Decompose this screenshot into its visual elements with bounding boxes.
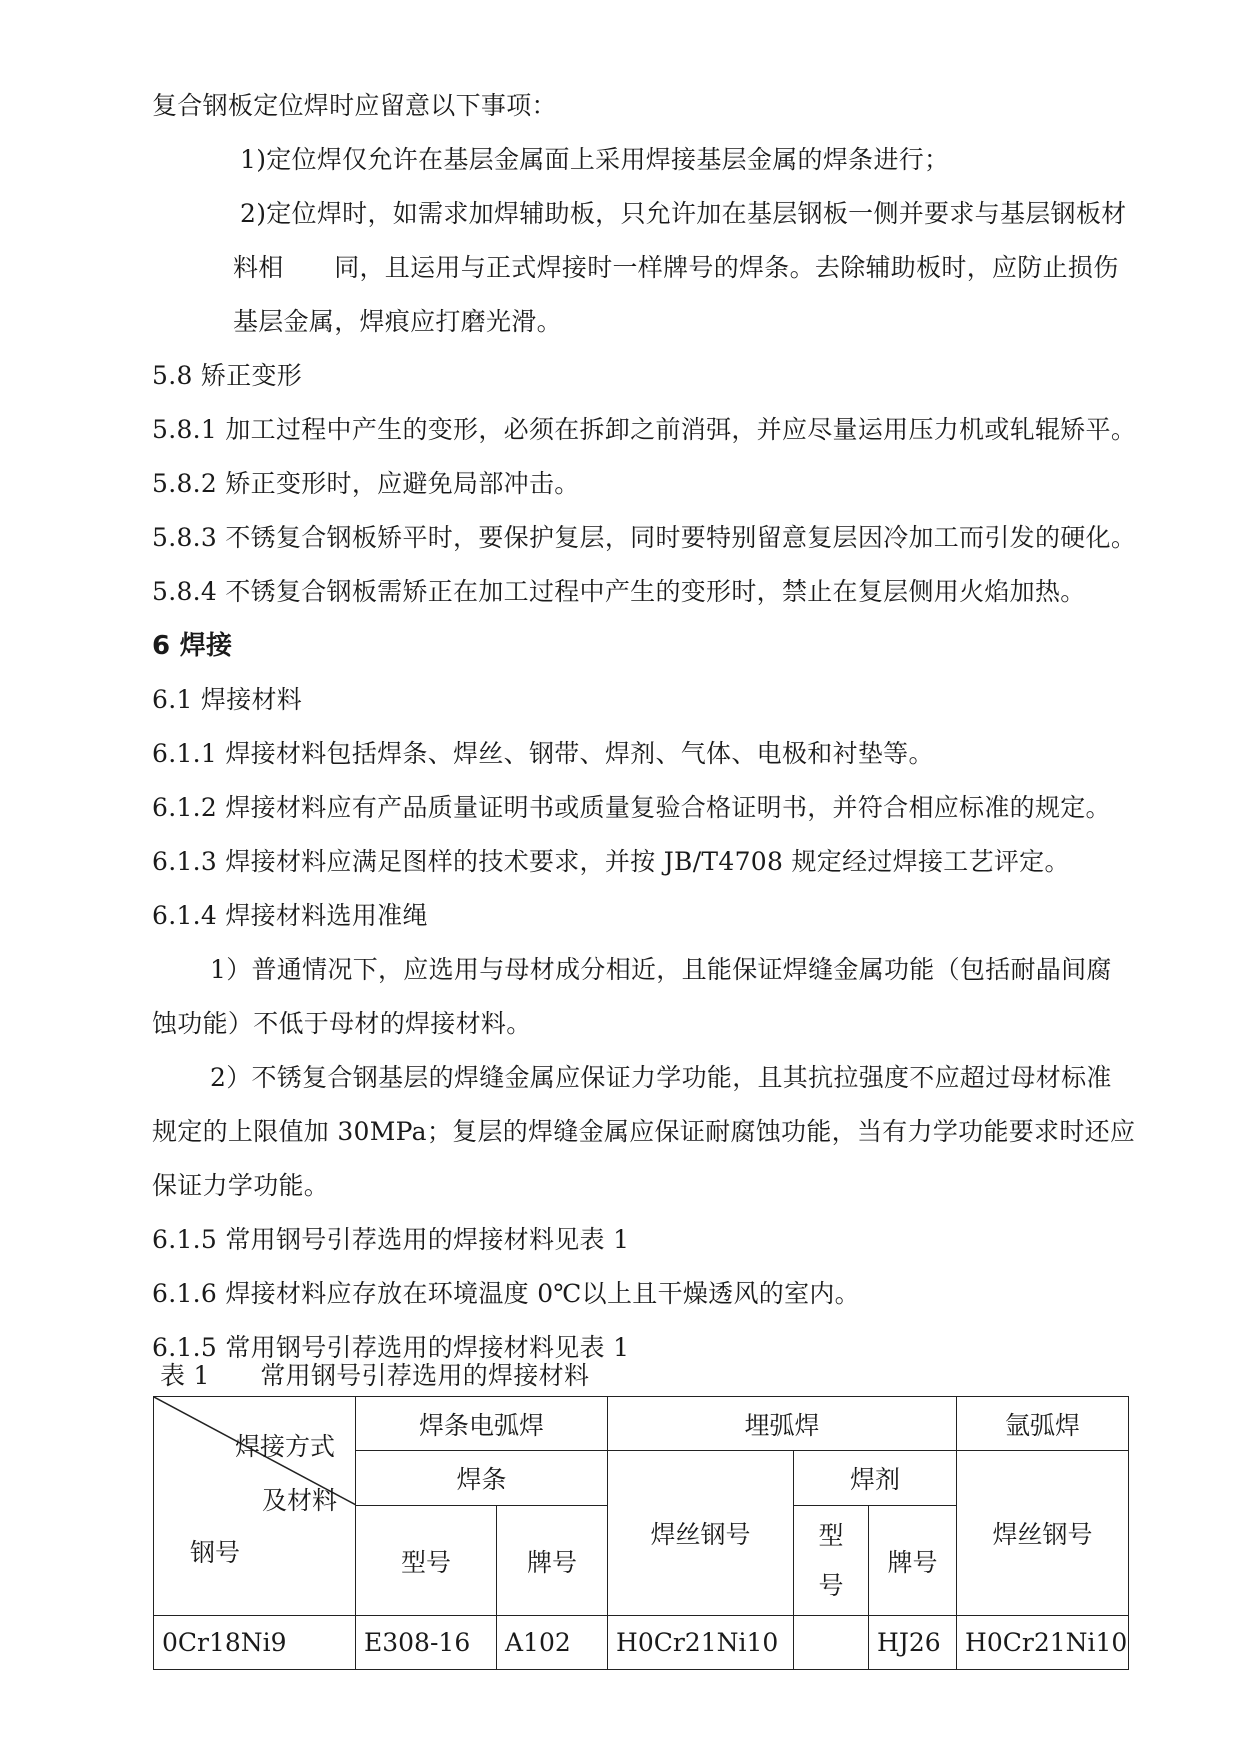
section-heading: 5.8 矫正变形	[152, 361, 303, 390]
header-argon-wire: 焊丝钢号	[957, 1451, 1129, 1616]
text-line: 2）不锈复合钢基层的焊缝金属应保证力学功能，且其抗拉强度不应超过母材标准	[210, 1063, 1112, 1092]
header-model: 型号	[356, 1506, 497, 1616]
cell-flux-brand: HJ26	[869, 1616, 957, 1670]
text-line: 6.1.1 焊接材料包括焊条、焊丝、钢带、焊剂、气体、电极和衬垫等。	[152, 739, 934, 768]
text-line: 保证力学功能。	[152, 1171, 330, 1200]
header-argon-arc: 氩弧焊	[957, 1397, 1129, 1451]
header-flux: 焊剂	[794, 1451, 957, 1506]
chapter-heading: 6 焊接	[152, 631, 233, 661]
text-line: 复合钢板定位焊时应留意以下事项：	[152, 91, 557, 120]
text-line: 料相 同，且运用与正式焊接时一样牌号的焊条。去除辅助板时，应防止损伤	[233, 253, 1119, 282]
section-heading: 6.1 焊接材料	[152, 685, 303, 714]
text-line: 2)定位焊时，如需求加焊辅助板，只允许加在基层钢板一侧并要求与基层钢板材	[240, 199, 1127, 228]
text-line: 5.8.2 矫正变形时，应避免局部冲击。	[152, 469, 580, 498]
cell-brand: A102	[497, 1616, 608, 1670]
welding-materials-table	[153, 1396, 1129, 1670]
text-line: 1）普通情况下，应选用与母材成分相近，且能保证焊缝金属功能（包括耐晶间腐	[210, 955, 1112, 984]
text-line: 1)定位焊仅允许在基层金属面上采用焊接基层金属的焊条进行；	[240, 145, 950, 174]
text-line: 6.1.4 焊接材料选用准绳	[152, 901, 428, 930]
header-flux-model: 型 号	[794, 1506, 869, 1616]
cell-argon-wire: H0Cr21Ni10	[957, 1616, 1129, 1670]
header-electrode-arc: 焊条电弧焊	[356, 1397, 608, 1451]
corner-label-method: 焊接方式	[235, 1432, 336, 1461]
text-line: 5.8.1 加工过程中产生的变形，必须在拆卸之前消弭，并应尽量运用压力机或轧辊矫平。	[152, 415, 1137, 444]
table-caption: 表 1 常用钢号引荐选用的焊接材料	[160, 1361, 590, 1390]
header-brand: 牌号	[497, 1506, 608, 1616]
corner-label-material: 及材料	[262, 1486, 338, 1515]
text-line: 5.8.4 不锈复合钢板需矫正在加工过程中产生的变形时，禁止在复层侧用火焰加热。	[152, 577, 1086, 606]
header-wire-steel: 焊丝钢号	[608, 1451, 794, 1616]
header-electrode: 焊条	[356, 1451, 608, 1506]
text-line: 6.1.5 常用钢号引荐选用的焊接材料见表 1	[152, 1333, 630, 1362]
text-line: 5.8.3 不锈复合钢板矫平时，要保护复层，同时要特别留意复层因冷加工而引发的硬化。	[152, 523, 1137, 552]
corner-label-steel: 钢号	[190, 1538, 241, 1567]
cell-flux-model	[794, 1616, 869, 1670]
header-submerged-arc: 埋弧焊	[608, 1397, 957, 1451]
cell-wire-steel: H0Cr21Ni10	[608, 1616, 794, 1670]
text-line: 规定的上限值加 30MPa；复层的焊缝金属应保证耐腐蚀功能，当有力学功能要求时还应	[152, 1117, 1136, 1146]
table-corner-header	[154, 1397, 356, 1616]
text-line: 蚀功能）不低于母材的焊接材料。	[152, 1009, 532, 1038]
text-line: 6.1.2 焊接材料应有产品质量证明书或质量复验合格证明书，并符合相应标准的规定。	[152, 793, 1111, 822]
table-row	[154, 1616, 1129, 1670]
header-flux-brand: 牌号	[869, 1506, 957, 1616]
text-line: 6.1.6 焊接材料应存放在环境温度 0℃以上且干燥透风的室内。	[152, 1279, 860, 1308]
cell-model: E308-16	[356, 1616, 497, 1670]
text-line: 6.1.3 焊接材料应满足图样的技术要求，并按 JB/T4708 规定经过焊接工艺评定。	[152, 847, 1070, 876]
text-line: 基层金属，焊痕应打磨光滑。	[233, 307, 562, 336]
text-line: 6.1.5 常用钢号引荐选用的焊接材料见表 1	[152, 1225, 630, 1254]
cell-steel-grade: 0Cr18Ni9	[154, 1616, 356, 1670]
